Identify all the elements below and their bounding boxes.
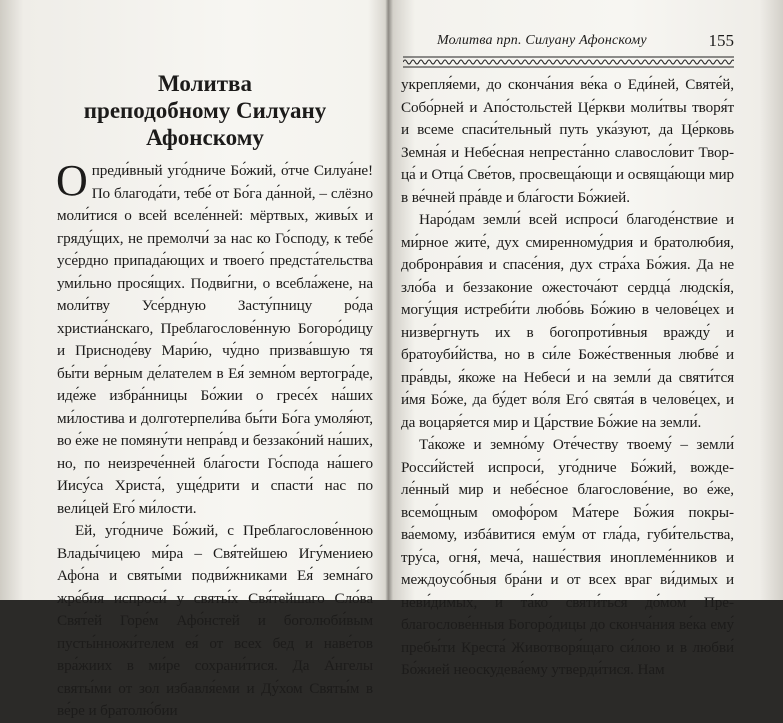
ornament-divider — [403, 56, 734, 68]
paragraph — [57, 520, 373, 723]
prayer-title — [40, 70, 370, 151]
page-number: 155 — [708, 31, 734, 50]
paragraph-text: Ей, уго́дниче Бо́жий, с Преблагослове́нною Влады́чицею ми́ра – Свя́тейшею Игу́мениею Афо́на и святы́ми подви́жниками Ея́ земна́го жре́бия испроси́ у святы́х Свя́тейшаго Сло́ва Свят́ей Горе́м Афо́нстей и боголюби́вым пусты́нножи́телем ея́ от всех бед и наве́тов вра́жиих в ми́ре сохрани́тися. Да А́нгелы святы́ми от зол избавля́еми и Ду́хом Святы́м в ве́ре и братолю́бии — [57, 522, 373, 719]
right-page-body — [401, 74, 734, 682]
title-line-1: Молитва — [158, 71, 252, 96]
left-page-body — [56, 156, 373, 723]
paragraph — [401, 209, 734, 434]
right-page — [392, 0, 783, 678]
paragraph-text: Та́коже и земно́му Оте́честву твоему́ – земли́ Росси́йстей испроси́, уго́дниче Бо́жий, вожделе́нный мир и небе́сное благослове́ние, во е́же, всемо́щным омофо́ром Ма́тере Бо́жия покрыва́емому, избáвитися ему́м от гла́да, губи́тельства, тру́са, огня́, меча́, наше́ствия иноплеме́нников и междоусо́бныя бра́ни и от всех враг ви́димых и неви́димых, и та́ко святи́ться до́мом Преблагослове́нныя Богоро́дицы до сконча́ния ве́ка ему́ пребы́ти Креста́ Животворя́щаго си́лою и в любви́ Бо́жией неоскудева́ему утверди́тися. Нам — [401, 436, 734, 678]
drop-cap: О — [56, 156, 88, 205]
left-page — [0, 0, 388, 719]
title-line-2: преподобному Силуану Афонскому — [83, 98, 327, 150]
paragraph-text: преди́вный уго́дниче Бо́жий, о́тче Силуа́не! По благода́ти, тебе́ от Бо́га да́нной, – слёзно моли́тися о всей вселе́нней: мёртвых, живы́х и гряду́щих, не премолчи́ за нас ко Го́споду, к тебе́ усе́рдно припада́ющих и твоего́ предста́тельства уми́льно прося́щих. Подви́гни, о всебла́жене, на моли́тву Усе́рдную Засту́пницу ро́да христиа́нскаго, Преблагослове́нную Богоро́дицу и Присноде́ву Мари́ю, чу́дно призва́вшую тя бы́ти ве́рным де́лателем в Ея́ земно́м вертогра́де, иде́же избра́нницы Бо́жии о гресе́х на́ших ми́лостива и долготерпели́ва бы́ти Бо́га умоля́ют, во е́же не помяну́ти непра́вд и беззако́ний на́ших, но, по неизрече́нней бла́гости Го́спода на́шего Иису́са Христа́, уще́дрити и спасти́ нас по вели́цей Его́ ми́лости. — [57, 162, 373, 517]
paragraph — [401, 434, 734, 682]
paragraph-text: укрепля́еми, до сконча́ния ве́ка о Еди́ней, Святе́й, Собо́рней и Апо́стольстей Це́ркви моли́твы творя́т и всеме спаси́тельный путь ука́зуют, да Це́рковь Земна́я и Небе́сная непреста́нно славосло́вит Творца́ и Отца́ Све́тов, просвеща́ющи и освяща́ющи мир в ве́чней пра́вде и бла́гости Бо́жией. — [401, 76, 734, 206]
running-title: Молитва прп. Силуану Афонскому — [437, 33, 647, 48]
ornament-divider-graphic — [403, 56, 734, 68]
running-head — [403, 30, 734, 54]
paragraph — [56, 156, 373, 520]
paragraph — [401, 74, 734, 209]
paragraph-text: Наро́дам земли́ всей испроси́ благоде́нствие и ми́рное жите́, дух смиренному́дрия и братолюбия, добронра́вия и спасе́ния, дух стра́ха Бо́жия. Да не зло́ба и беззаконие ожесточа́ют сердца́ людскі́я, могу́щия истреби́ти любо́вь Бо́жию в челове́цех и низве́ргнуть их в богопроти́вныя вражду́ и братоуби́йства, но в си́ле Боже́ственныя любве́ и пра́вды, я́коже на Небеси́ и на земли́ да святи́тся и́мя Бо́же, да бу́дет во́ля Его́ свята́я в челове́цех, и да воцаря́ется мир и Ца́рствие Бо́жие на земли́. — [401, 211, 734, 431]
